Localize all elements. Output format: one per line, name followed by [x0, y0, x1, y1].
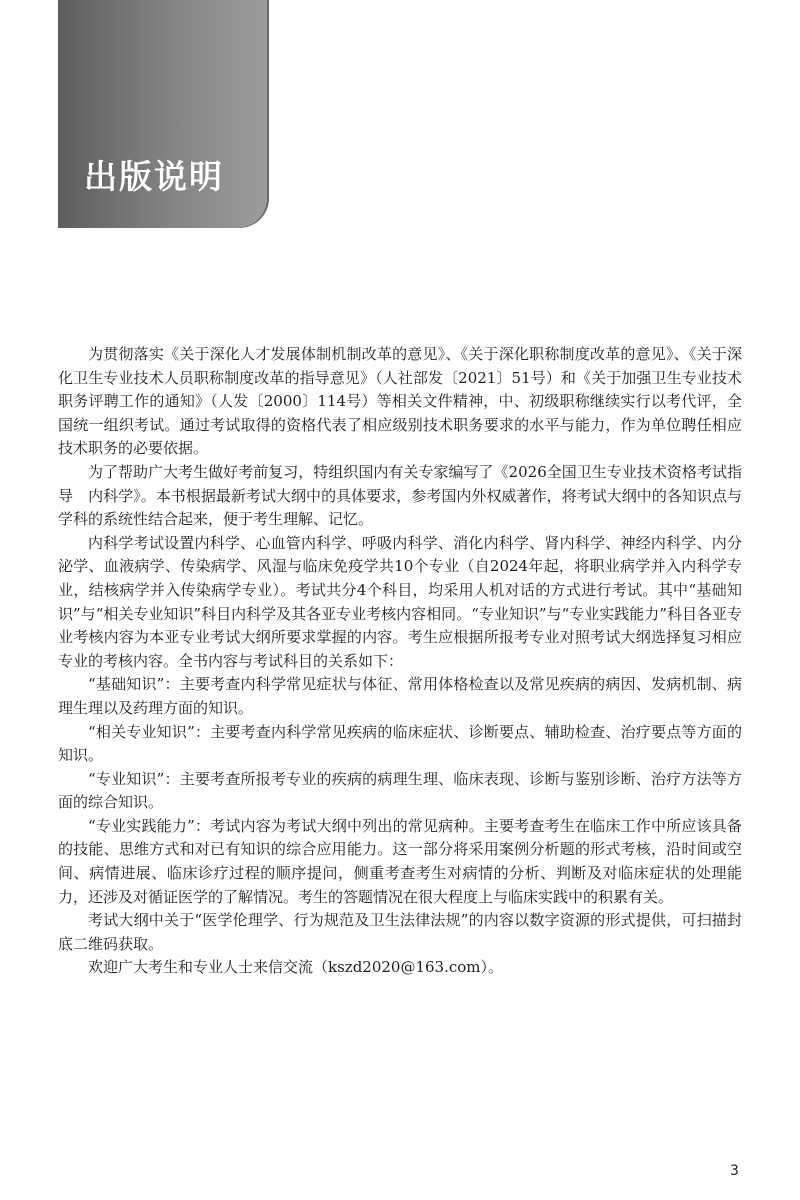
paragraph-2: 为了帮助广大考生做好考前复习，特组织国内有关专家编写了《2026全国卫生专业技术资格考试指导 内科学》。本书根据最新考试大纲中的具体要求，参考国内外权威著作，将考试大纲中的各知识点与学科的系统性结合起来，便于考生理解、记忆。 — [58, 462, 742, 529]
paragraph-8: 考试大纲中关于“医学伦理学、行为规范及卫生法律法规”的内容以数字资源的形式提供，可扫描封底二维码获取。 — [58, 911, 742, 953]
paragraph-6: “专业知识”：主要考查所报考专业的疾病的病理生理、临床表现、诊断与鉴别诊断、治疗方法等方面的综合知识。 — [58, 769, 742, 812]
paragraph-3: 内科学考试设置内科学、心血管内科学、呼吸内科学、消化内科学、肾内科学、神经内科学、内分泌学、血液病学、传染病学、风湿与临床免疫学共10个专业（自2024年起，将职业病学并入内科学专业，结核病学并入传染病学专业）。考试共分4个科目，均采用人机对话的方式进行考试。其中“基础知识”与“相关专业知识”科目内科学及其各亚专业考核内容相同。“专业知识”与“专业实践能力”科目各亚专业考核内容为本亚专业考试大纲所要求掌握的内容。考生应根据所报考专业对照考试大纲选择复习相应专业的考核内容。全书内容与考试科目的关系如下： — [58, 533, 742, 670]
body-text — [58, 343, 742, 980]
paragraph-9: 欢迎广大考生和专业人士来信交流（kszd2020@163.com）。 — [88, 958, 504, 977]
section-title: 出版说明 — [84, 157, 224, 196]
page-number: 3 — [730, 1163, 739, 1179]
paragraph-5: “相关专业知识”：主要考查内科学常见疾病的临床症状、诊断要点、辅助检查、治疗要点等方面的知识。 — [58, 722, 742, 765]
paragraph-4: “基础知识”：主要考查内科学常见症状与体征、常用体格检查以及常见疾病的病因、发病机制、病理生理以及药理方面的知识。 — [58, 675, 742, 717]
paragraph-7: “专业实践能力”：考试内容为考试大纲中列出的常见病种。主要考查考生在临床工作中所应该具备的技能、思维方式和对已有知识的综合应用能力。这一部分将采用案例分析题的形式考核，沿时间或空间、病情进展、临床诊疗过程的顺序提问，侧重考查考生对病情的分析、判断及对临床症状的处理能力，还涉及对循证医学的了解情况。考生的答题情况在很大程度上与临床实践中的积累有关。 — [58, 816, 742, 906]
paragraph-1: 为贯彻落实《关于深化人才发展体制机制改革的意见》、《关于深化职称制度改革的意见》、《关于深化卫生专业技术人员职称制度改革的指导意见》（人社部发〔2021〕51号）和《关于加强卫生专业技术职务评聘工作的通知》（人发〔2000〕114号）等相关文件精神，中、初级职称继续实行以考代评，全国统一组织考试。通过考试取得的资格代表了相应级别技术职务要求的水平与能力，作为单位聘任相应技术职务的必要依据。 — [58, 345, 742, 458]
